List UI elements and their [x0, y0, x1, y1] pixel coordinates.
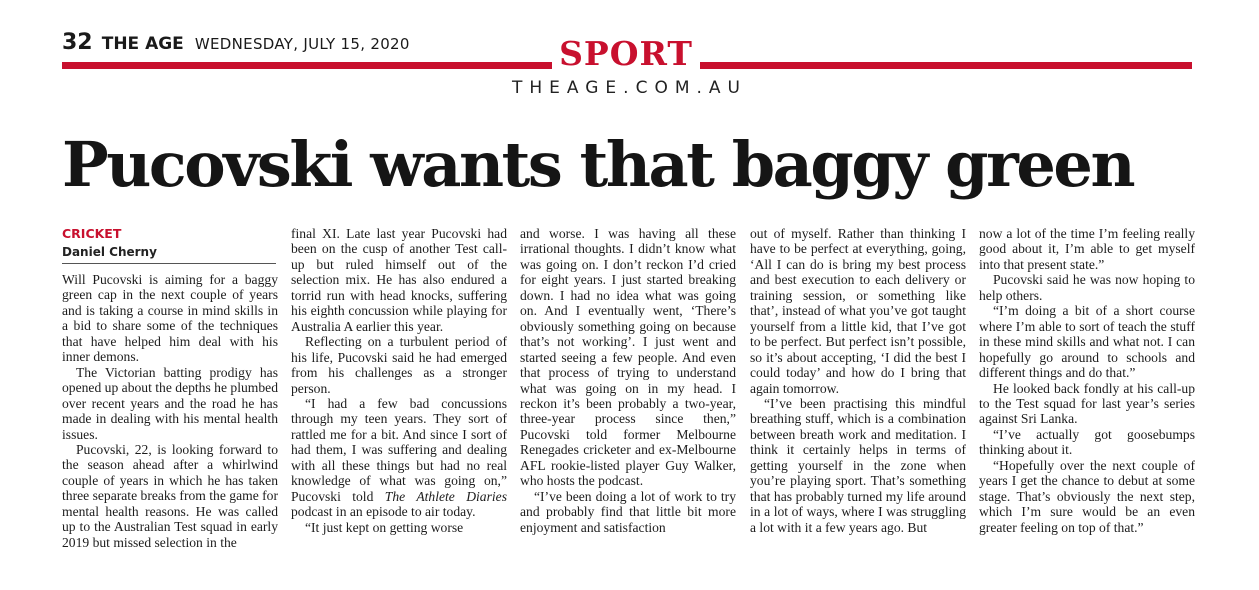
- paragraph: “I’ve actually got goosebumps thinking about it.: [979, 426, 1195, 458]
- paragraph: “It just kept on getting worse: [305, 519, 464, 535]
- paragraph-text: podcast in an episode to air today.: [291, 504, 476, 520]
- article-column-4: [750, 226, 966, 588]
- paragraph: The Victorian batting prodigy has opened up about the depths he plumbed over recent years and the road he has made in dealing with his mental health issues.: [62, 364, 278, 442]
- paragraph: now a lot of the time I’m feeling really good about it, I’m able to get myself into that present state.”: [979, 226, 1195, 272]
- paragraph: Pucovski said he was now hoping to help others.: [979, 272, 1195, 303]
- paragraph: Will Pucovski is aiming for a baggy green cap in the next couple of years and is taking a course in mind skills in a bid to share some of the techniques that have helped him deal with his inner demons.: [62, 272, 278, 365]
- article-column-2: [291, 226, 507, 588]
- article-column-3: [520, 226, 736, 588]
- paragraph: “I’m doing a bit of a short course where I’m able to sort of teach the stuff in these mind skills and what not. I can hopefully go around to schools and different things and do that.”: [979, 303, 1195, 381]
- podcast-name: The Athlete Diaries: [384, 488, 507, 504]
- paragraph: and worse. I was having all these irrational thoughts. I didn’t know what was going on. I don’t reckon I’d cried for eight years. I just started breaking down. I had no idea what was going on. And I eventually went, ‘There’s obviously something going on because that’s not working’. I just went and started seeing a few people. And even that process of trying to understand what was going on in my head. I reckon it’s been probably a two-year, three-year process since then,” Pucovski told former Melbourne Renegades cricketer and ex-Melbourne AFL rookie-listed player Guy Walker, who hosts the podcast.: [520, 226, 736, 489]
- masthead-rule-right: [700, 62, 1192, 69]
- paragraph: “I’ve been practising this mindful breathing stuff, which is a combination between breath work and meditation. I think it certainly helps in terms of getting yourself in the zone when you’re playing sport. That’s something that has probably turned my life around in a lot of ways, where I was struggling a lot with it a few years ago. But: [750, 395, 966, 535]
- paragraph-text: “I had a few bad concussions through my teen years. They sort of rattled me for a bit. And since I sort of had them, I was suffering and dealing with all these things but had no real knowledge of what was going on,” Pucovski told: [291, 395, 507, 504]
- article-column-5: [979, 226, 1195, 588]
- byline: Daniel Cherny: [62, 245, 157, 259]
- paragraph: out of myself. Rather than thinking I have to be perfect at everything, going, ‘All I can do is bring my best process and best execution to each delivery or training session, or something like that’, instead of what you’ve got taught yourself from a little kid, that I’ve got to be perfect. But perfect isn’t possible, so it’s about accepting, ‘I did the best I could today’ and how do I bring that again tomorrow.: [750, 226, 966, 396]
- paragraph: Reflecting on a turbulent period of his life, Pucovski said he had emerged from his challenges as a stronger person.: [291, 334, 507, 396]
- paragraph: final XI. Late last year Pucovski had been on the cusp of another Test call-up but ruled himself out of the selection mix. He has also endured a torrid run with head knocks, suffering his eighth concussion while playing for Australia A earlier this year.: [291, 226, 507, 334]
- section-name: SPORT: [559, 34, 693, 73]
- paragraph-with-podcast: [291, 396, 507, 520]
- masthead-left: [62, 30, 410, 55]
- paragraph: “I’ve been doing a lot of work to try and probably find that little bit more enjoyment and satisfaction: [520, 488, 736, 535]
- paragraph: He looked back fondly at his call-up to the Test squad for last year’s series against Sri Lanka.: [979, 380, 1195, 427]
- publication-date: WEDNESDAY, JULY 15, 2020: [194, 35, 410, 53]
- masthead-rule-left: [62, 62, 552, 69]
- article-column-1: [62, 272, 278, 588]
- kicker: CRICKET: [62, 226, 122, 241]
- headline: Pucovski wants that baggy green: [62, 128, 1134, 201]
- paragraph: Pucovski, 22, is looking forward to the season ahead after a whirlwind couple of years in which he has taken three separate breaks from the game for mental health reasons. He was called up to the Australian Test squad in early 2019 but missed selection in the: [62, 441, 278, 550]
- paper-name: THE AGE: [101, 34, 184, 54]
- paragraph: “Hopefully over the next couple of years I get the chance to debut at some stage. That’s obviously the next step, which I’m sure would be an even greater feeling on top of that.”: [979, 457, 1195, 535]
- page-number: 32: [62, 30, 93, 55]
- website-url: THEAGE.COM.AU: [512, 78, 747, 98]
- byline-rule: [62, 263, 276, 264]
